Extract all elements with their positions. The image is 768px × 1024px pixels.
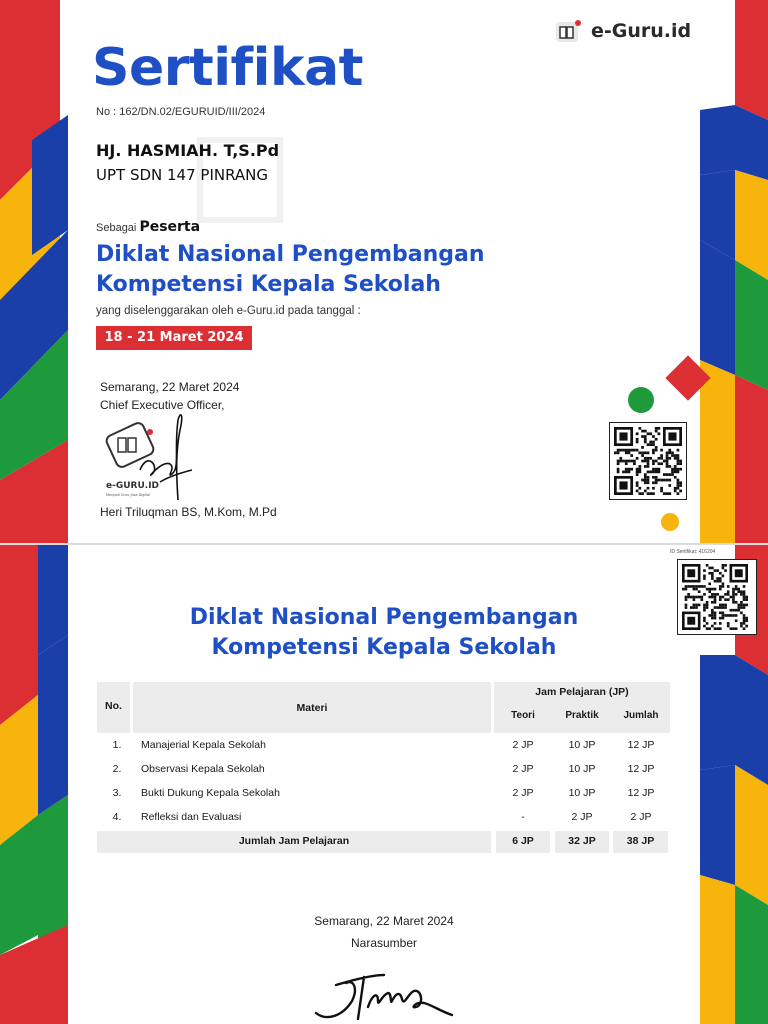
stamp-tagline: Menjadi Guru Jiwa Digital bbox=[106, 493, 150, 497]
signer-name: Heri Triluqman BS, M.Kom, M.Pd bbox=[100, 505, 277, 519]
course-title-2 bbox=[0, 603, 768, 663]
course-title-line-2: Kompetensi Kepala Sekolah bbox=[96, 272, 441, 297]
course-title-2-line-1: Diklat Nasional Pengembangan bbox=[189, 605, 579, 630]
row-materi: Refleksi dan Evaluasi bbox=[141, 811, 242, 823]
signature-icon bbox=[312, 961, 462, 1024]
row-praktik: 2 JP bbox=[571, 811, 593, 823]
header-praktik: Praktik bbox=[565, 710, 599, 721]
stamp-icon bbox=[105, 421, 159, 497]
course-title-line-1: Diklat Nasional Pengembangan bbox=[96, 242, 485, 267]
header-no: No. bbox=[97, 682, 130, 733]
certificate-id-small: ID Sertifikat: 416204 bbox=[670, 549, 716, 555]
row-jumlah: 12 JP bbox=[627, 763, 655, 775]
total-jumlah: 38 JP bbox=[613, 831, 668, 853]
qr-code-icon bbox=[614, 427, 682, 495]
row-teori: - bbox=[521, 811, 525, 823]
role-value: Peserta bbox=[139, 219, 201, 235]
row-jumlah: 2 JP bbox=[630, 811, 652, 823]
row-praktik: 10 JP bbox=[568, 763, 596, 775]
table-row bbox=[97, 733, 670, 757]
row-teori: 2 JP bbox=[512, 763, 534, 775]
row-teori: 2 JP bbox=[512, 739, 534, 751]
organizer-text: yang diselenggarakan oleh e-Guru.id pada tanggal : bbox=[96, 305, 361, 317]
role-line bbox=[96, 219, 200, 235]
brand-name: e-Guru.id bbox=[591, 20, 692, 42]
eguru-logo-icon bbox=[555, 18, 585, 44]
role-prefix: Sebagai bbox=[96, 222, 137, 234]
speaker-role: Narasumber bbox=[350, 936, 418, 950]
table-body bbox=[97, 733, 670, 829]
table-row bbox=[97, 805, 670, 829]
row-teori: 2 JP bbox=[512, 787, 534, 799]
qr-code bbox=[609, 422, 687, 500]
header-jam-pelajaran bbox=[494, 682, 670, 733]
curriculum-table bbox=[97, 682, 670, 853]
date-range-badge: 18 - 21 Maret 2024 bbox=[96, 326, 252, 350]
header-jp-title: Jam Pelajaran (JP) bbox=[535, 686, 629, 698]
row-no: 2. bbox=[112, 763, 122, 775]
course-title bbox=[96, 240, 485, 300]
signer-position: Chief Executive Officer, bbox=[100, 398, 225, 412]
signature-stamp bbox=[100, 410, 210, 506]
certificate-number: No : 162/DN.02/EGURUID/III/2024 bbox=[96, 106, 266, 118]
row-materi: Observasi Kepala Sekolah bbox=[141, 763, 265, 775]
row-praktik: 10 JP bbox=[568, 787, 596, 799]
sign-place-date-2: Semarang, 22 Maret 2024 bbox=[314, 914, 454, 928]
header-teori: Teori bbox=[511, 710, 535, 721]
row-no: 4. bbox=[112, 811, 122, 823]
row-materi: Bukti Dukung Kepala Sekolah bbox=[141, 787, 280, 799]
table-total-row bbox=[97, 831, 670, 853]
recipient-school: UPT SDN 147 PINRANG bbox=[96, 166, 269, 184]
total-label: Jumlah Jam Pelajaran bbox=[97, 831, 491, 853]
row-materi: Manajerial Kepala Sekolah bbox=[141, 739, 266, 751]
total-praktik: 32 JP bbox=[555, 831, 609, 853]
recipient-name: HJ. HASMIAH. T,S.Pd bbox=[96, 141, 280, 160]
sign-place-date: Semarang, 22 Maret 2024 bbox=[100, 380, 240, 394]
row-praktik: 10 JP bbox=[568, 739, 596, 751]
course-title-2-line-2: Kompetensi Kepala Sekolah bbox=[211, 635, 557, 660]
eguru-logo bbox=[555, 18, 691, 44]
stamp-brand: e-GURU.ID bbox=[106, 481, 160, 491]
row-no: 3. bbox=[112, 787, 122, 799]
table-row bbox=[97, 781, 670, 805]
header-materi: Materi bbox=[133, 682, 491, 733]
row-jumlah: 12 JP bbox=[627, 787, 655, 799]
table-row bbox=[97, 757, 670, 781]
table-header bbox=[97, 682, 670, 733]
certificate-title: Sertifikat bbox=[92, 38, 364, 98]
row-no: 1. bbox=[112, 739, 122, 751]
certificate-back-page bbox=[0, 545, 768, 1024]
total-teori: 6 JP bbox=[496, 831, 550, 853]
header-jumlah: Jumlah bbox=[623, 710, 659, 721]
row-jumlah: 12 JP bbox=[627, 739, 655, 751]
